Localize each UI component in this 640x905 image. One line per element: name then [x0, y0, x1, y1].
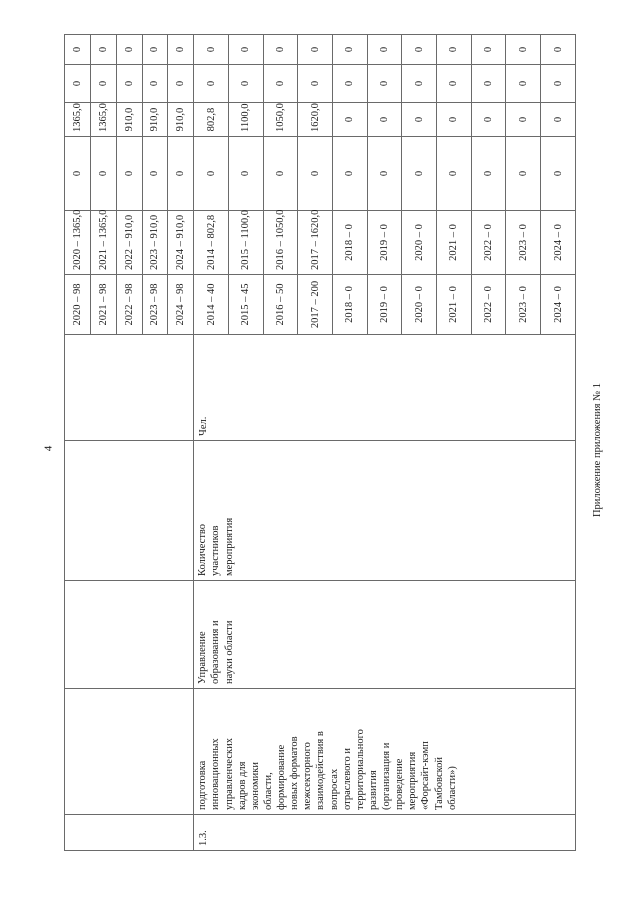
activity-index: 1.3.: [194, 815, 576, 851]
value-cell: 1365,0: [65, 103, 91, 137]
value-cell: 0: [228, 35, 263, 65]
target-cell: 2014 – 40: [194, 275, 229, 335]
target-cell: 2020 – 0: [402, 275, 437, 335]
value-cell: 0: [471, 103, 506, 137]
value-cell: 910,0: [142, 103, 168, 137]
value-cell: 0: [367, 35, 402, 65]
value-cell: 0: [437, 35, 472, 65]
value-cell: 0: [402, 35, 437, 65]
target-cell: 2018 – 0: [333, 275, 368, 335]
funding-cell: 2024 – 910,0: [168, 211, 194, 275]
value-cell: 0: [194, 35, 229, 65]
value-cell: 0: [168, 65, 194, 103]
value-cell: 1100,0: [228, 103, 263, 137]
target-cell: 2022 – 98: [116, 275, 142, 335]
funding-cell: 2022 – 0: [471, 211, 506, 275]
target-cell: 2024 – 0: [541, 275, 576, 335]
funding-cell: 2015 – 1100,0: [228, 211, 263, 275]
value-cell: 0: [263, 65, 298, 103]
activity-indicator-cell: [194, 441, 576, 581]
value-cell: 0: [402, 103, 437, 137]
value-cell: 0: [367, 137, 402, 211]
activity-executor: Управление образования и науки области: [197, 620, 235, 684]
table-row-previous-item: [65, 35, 91, 851]
target-cell: 2017 – 200: [298, 275, 333, 335]
value-cell: 0: [333, 65, 368, 103]
page-number: 4: [42, 445, 55, 452]
value-cell: 0: [168, 35, 194, 65]
value-cell: 0: [142, 65, 168, 103]
activity-unit: Чел.: [194, 335, 576, 441]
value-cell: 0: [506, 103, 541, 137]
funding-cell: 2023 – 910,0: [142, 211, 168, 275]
value-cell: 0: [142, 35, 168, 65]
value-cell: 0: [506, 65, 541, 103]
value-cell: 0: [367, 103, 402, 137]
plan-table-wrapper: [64, 35, 576, 851]
value-cell: 0: [228, 137, 263, 211]
value-cell: 0: [116, 137, 142, 211]
target-cell: 2016 – 50: [263, 275, 298, 335]
table-cell-indicator: [65, 441, 194, 581]
funding-cell: 2021 – 0: [437, 211, 472, 275]
table-cell-executor: [65, 581, 194, 689]
value-cell: 0: [65, 35, 91, 65]
value-cell: 0: [168, 137, 194, 211]
value-cell: 910,0: [116, 103, 142, 137]
target-cell: 2022 – 0: [471, 275, 506, 335]
value-cell: 0: [333, 103, 368, 137]
funding-cell: 2019 – 0: [367, 211, 402, 275]
activity-description-cell: [194, 689, 576, 815]
table-cell-index: [65, 815, 194, 851]
target-cell: 2023 – 98: [142, 275, 168, 335]
value-cell: 0: [65, 137, 91, 211]
value-cell: 0: [437, 103, 472, 137]
value-cell: 0: [298, 65, 333, 103]
target-cell: 2021 – 98: [90, 275, 116, 335]
target-cell: 2023 – 0: [506, 275, 541, 335]
value-cell: 1050,0: [263, 103, 298, 137]
funding-cell: 2021 – 1365,0: [90, 211, 116, 275]
table-row: [194, 35, 229, 851]
plan-table: [64, 34, 576, 851]
plan-table-body: [65, 35, 576, 851]
value-cell: 0: [437, 65, 472, 103]
value-cell: 1620,0: [298, 103, 333, 137]
funding-cell: 2016 – 1050,0: [263, 211, 298, 275]
appendix-note: Приложение приложения № 1: [591, 382, 603, 518]
funding-cell: 2020 – 0: [402, 211, 437, 275]
value-cell: 0: [116, 35, 142, 65]
value-cell: 0: [90, 65, 116, 103]
value-cell: 0: [194, 65, 229, 103]
value-cell: 0: [437, 137, 472, 211]
value-cell: 910,0: [168, 103, 194, 137]
value-cell: 0: [333, 35, 368, 65]
value-cell: 0: [90, 137, 116, 211]
value-cell: 0: [541, 103, 576, 137]
value-cell: 0: [263, 35, 298, 65]
funding-cell: 2024 – 0: [541, 211, 576, 275]
value-cell: 0: [367, 65, 402, 103]
activity-executor-cell: [194, 581, 576, 689]
value-cell: 0: [263, 137, 298, 211]
value-cell: 0: [541, 35, 576, 65]
value-cell: 0: [228, 65, 263, 103]
value-cell: 0: [541, 137, 576, 211]
target-cell: 2015 – 45: [228, 275, 263, 335]
value-cell: 0: [65, 65, 91, 103]
activity-description: подготовка инновационных управленческих кадров для экономики области, формирование новых форматов межсекторного взаимодействия в вопросах отраслевого и территориального развития (организация и проведение мероприятия «Форсайт-кэмп Тамбовской области»): [197, 729, 458, 810]
value-cell: 0: [194, 137, 229, 211]
value-cell: 0: [471, 65, 506, 103]
table-cell-unit: [65, 335, 194, 441]
table-cell-description: [65, 689, 194, 815]
target-cell: 2024 – 98: [168, 275, 194, 335]
value-cell: 0: [298, 137, 333, 211]
value-cell: 0: [471, 35, 506, 65]
value-cell: 0: [506, 35, 541, 65]
target-cell: 2019 – 0: [367, 275, 402, 335]
value-cell: 0: [402, 137, 437, 211]
value-cell: 0: [402, 65, 437, 103]
value-cell: 0: [116, 65, 142, 103]
target-cell: 2020 – 98: [65, 275, 91, 335]
value-cell: 0: [90, 35, 116, 65]
value-cell: 0: [333, 137, 368, 211]
activity-indicator: Количество участников мероприятия: [197, 517, 235, 576]
funding-cell: 2022 – 910,0: [116, 211, 142, 275]
value-cell: 802,8: [194, 103, 229, 137]
target-cell: 2021 – 0: [437, 275, 472, 335]
funding-cell: 2018 – 0: [333, 211, 368, 275]
funding-cell: 2023 – 0: [506, 211, 541, 275]
value-cell: 0: [471, 137, 506, 211]
funding-cell: 2014 – 802,8: [194, 211, 229, 275]
value-cell: 0: [298, 35, 333, 65]
value-cell: 0: [506, 137, 541, 211]
funding-cell: 2020 – 1365,0: [65, 211, 91, 275]
funding-cell: 2017 – 1620,0: [298, 211, 333, 275]
value-cell: 1365,0: [90, 103, 116, 137]
value-cell: 0: [142, 137, 168, 211]
value-cell: 0: [541, 65, 576, 103]
